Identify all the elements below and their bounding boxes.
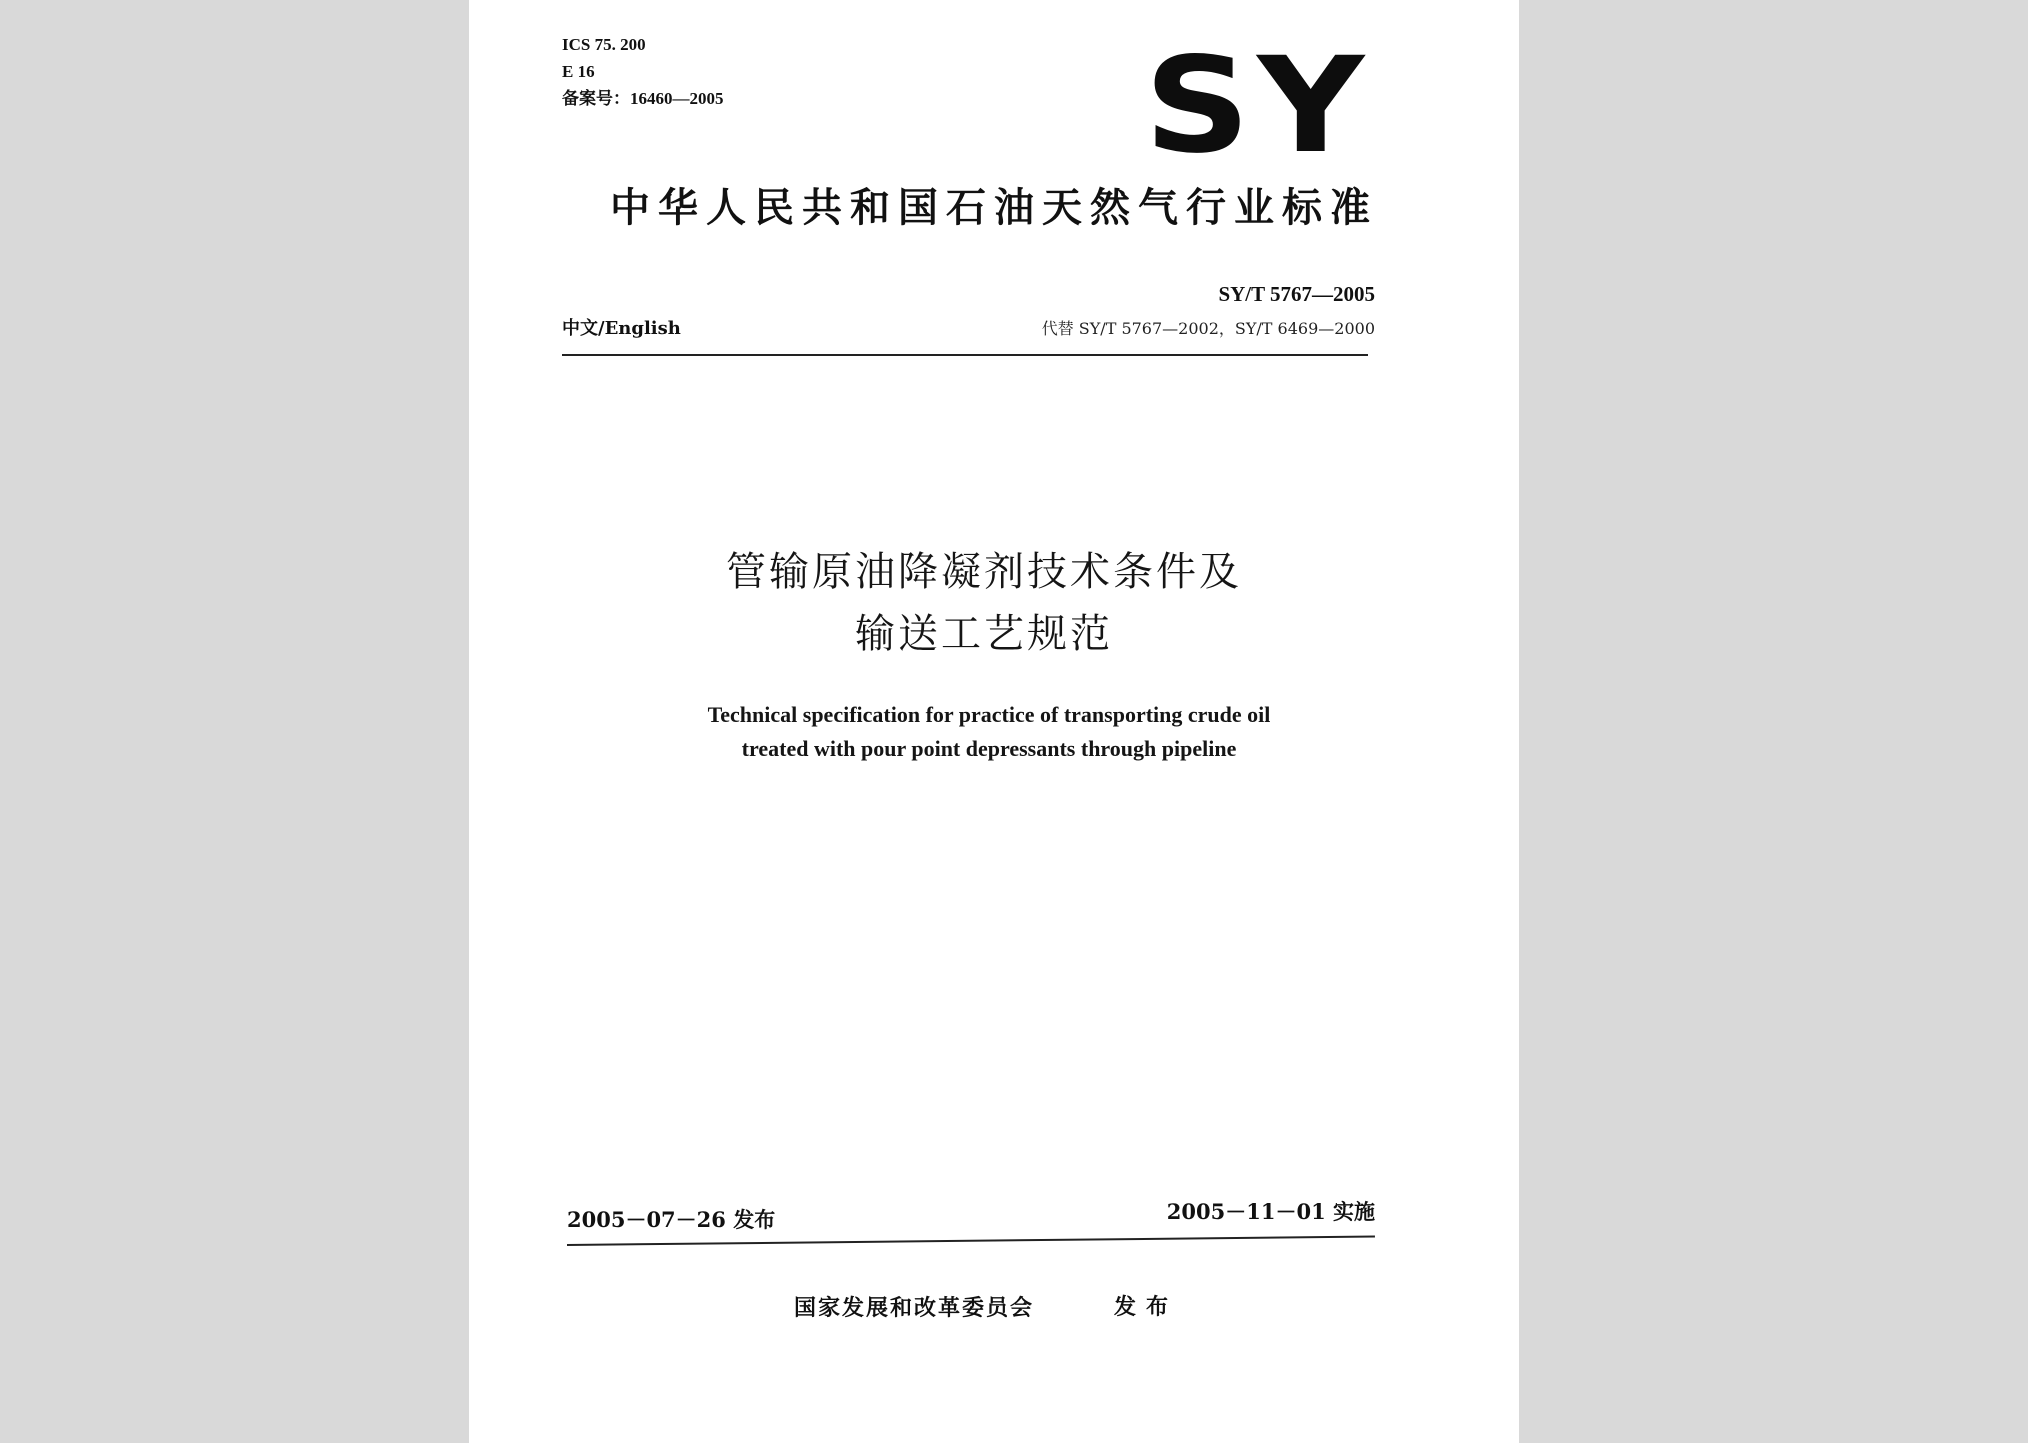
sy-logo: SY <box>1144 29 1371 183</box>
industry-title: 中华人民共和国石油天然气行业标准 <box>610 185 1378 231</box>
language-label: 中文/English <box>562 318 681 339</box>
effective-date: 2005－11－01 实施 <box>1166 1199 1375 1224</box>
footer-divider <box>567 1236 1375 1246</box>
publisher-name: 国家发展和改革委员会 <box>794 1296 1035 1321</box>
ics-code: ICS 75. 200 <box>562 35 646 54</box>
classification-code: E 16 <box>562 62 595 81</box>
title-cn-line2: 输送工艺规范 <box>855 611 1113 657</box>
document-page <box>469 0 1519 1443</box>
title-en-line2: treated with pour point depressants through pipeline <box>741 736 1237 761</box>
header-divider <box>562 354 1368 356</box>
filing-number: 备案号：16460—2005 <box>562 89 724 108</box>
title-cn-line1: 管输原油降凝剂技术条件及 <box>726 549 1242 595</box>
title-en-line1: Technical specification for practice of transporting crude oil <box>707 702 1271 727</box>
standard-number: SY/T 5767—2005 <box>1218 282 1375 306</box>
replaces-standards: 代替 SY/T 5767—2002，SY/T 6469—2000 <box>1041 319 1375 338</box>
issue-date: 2005－07－26 发布 <box>567 1207 776 1232</box>
publish-label: 发布 <box>1114 1295 1179 1320</box>
